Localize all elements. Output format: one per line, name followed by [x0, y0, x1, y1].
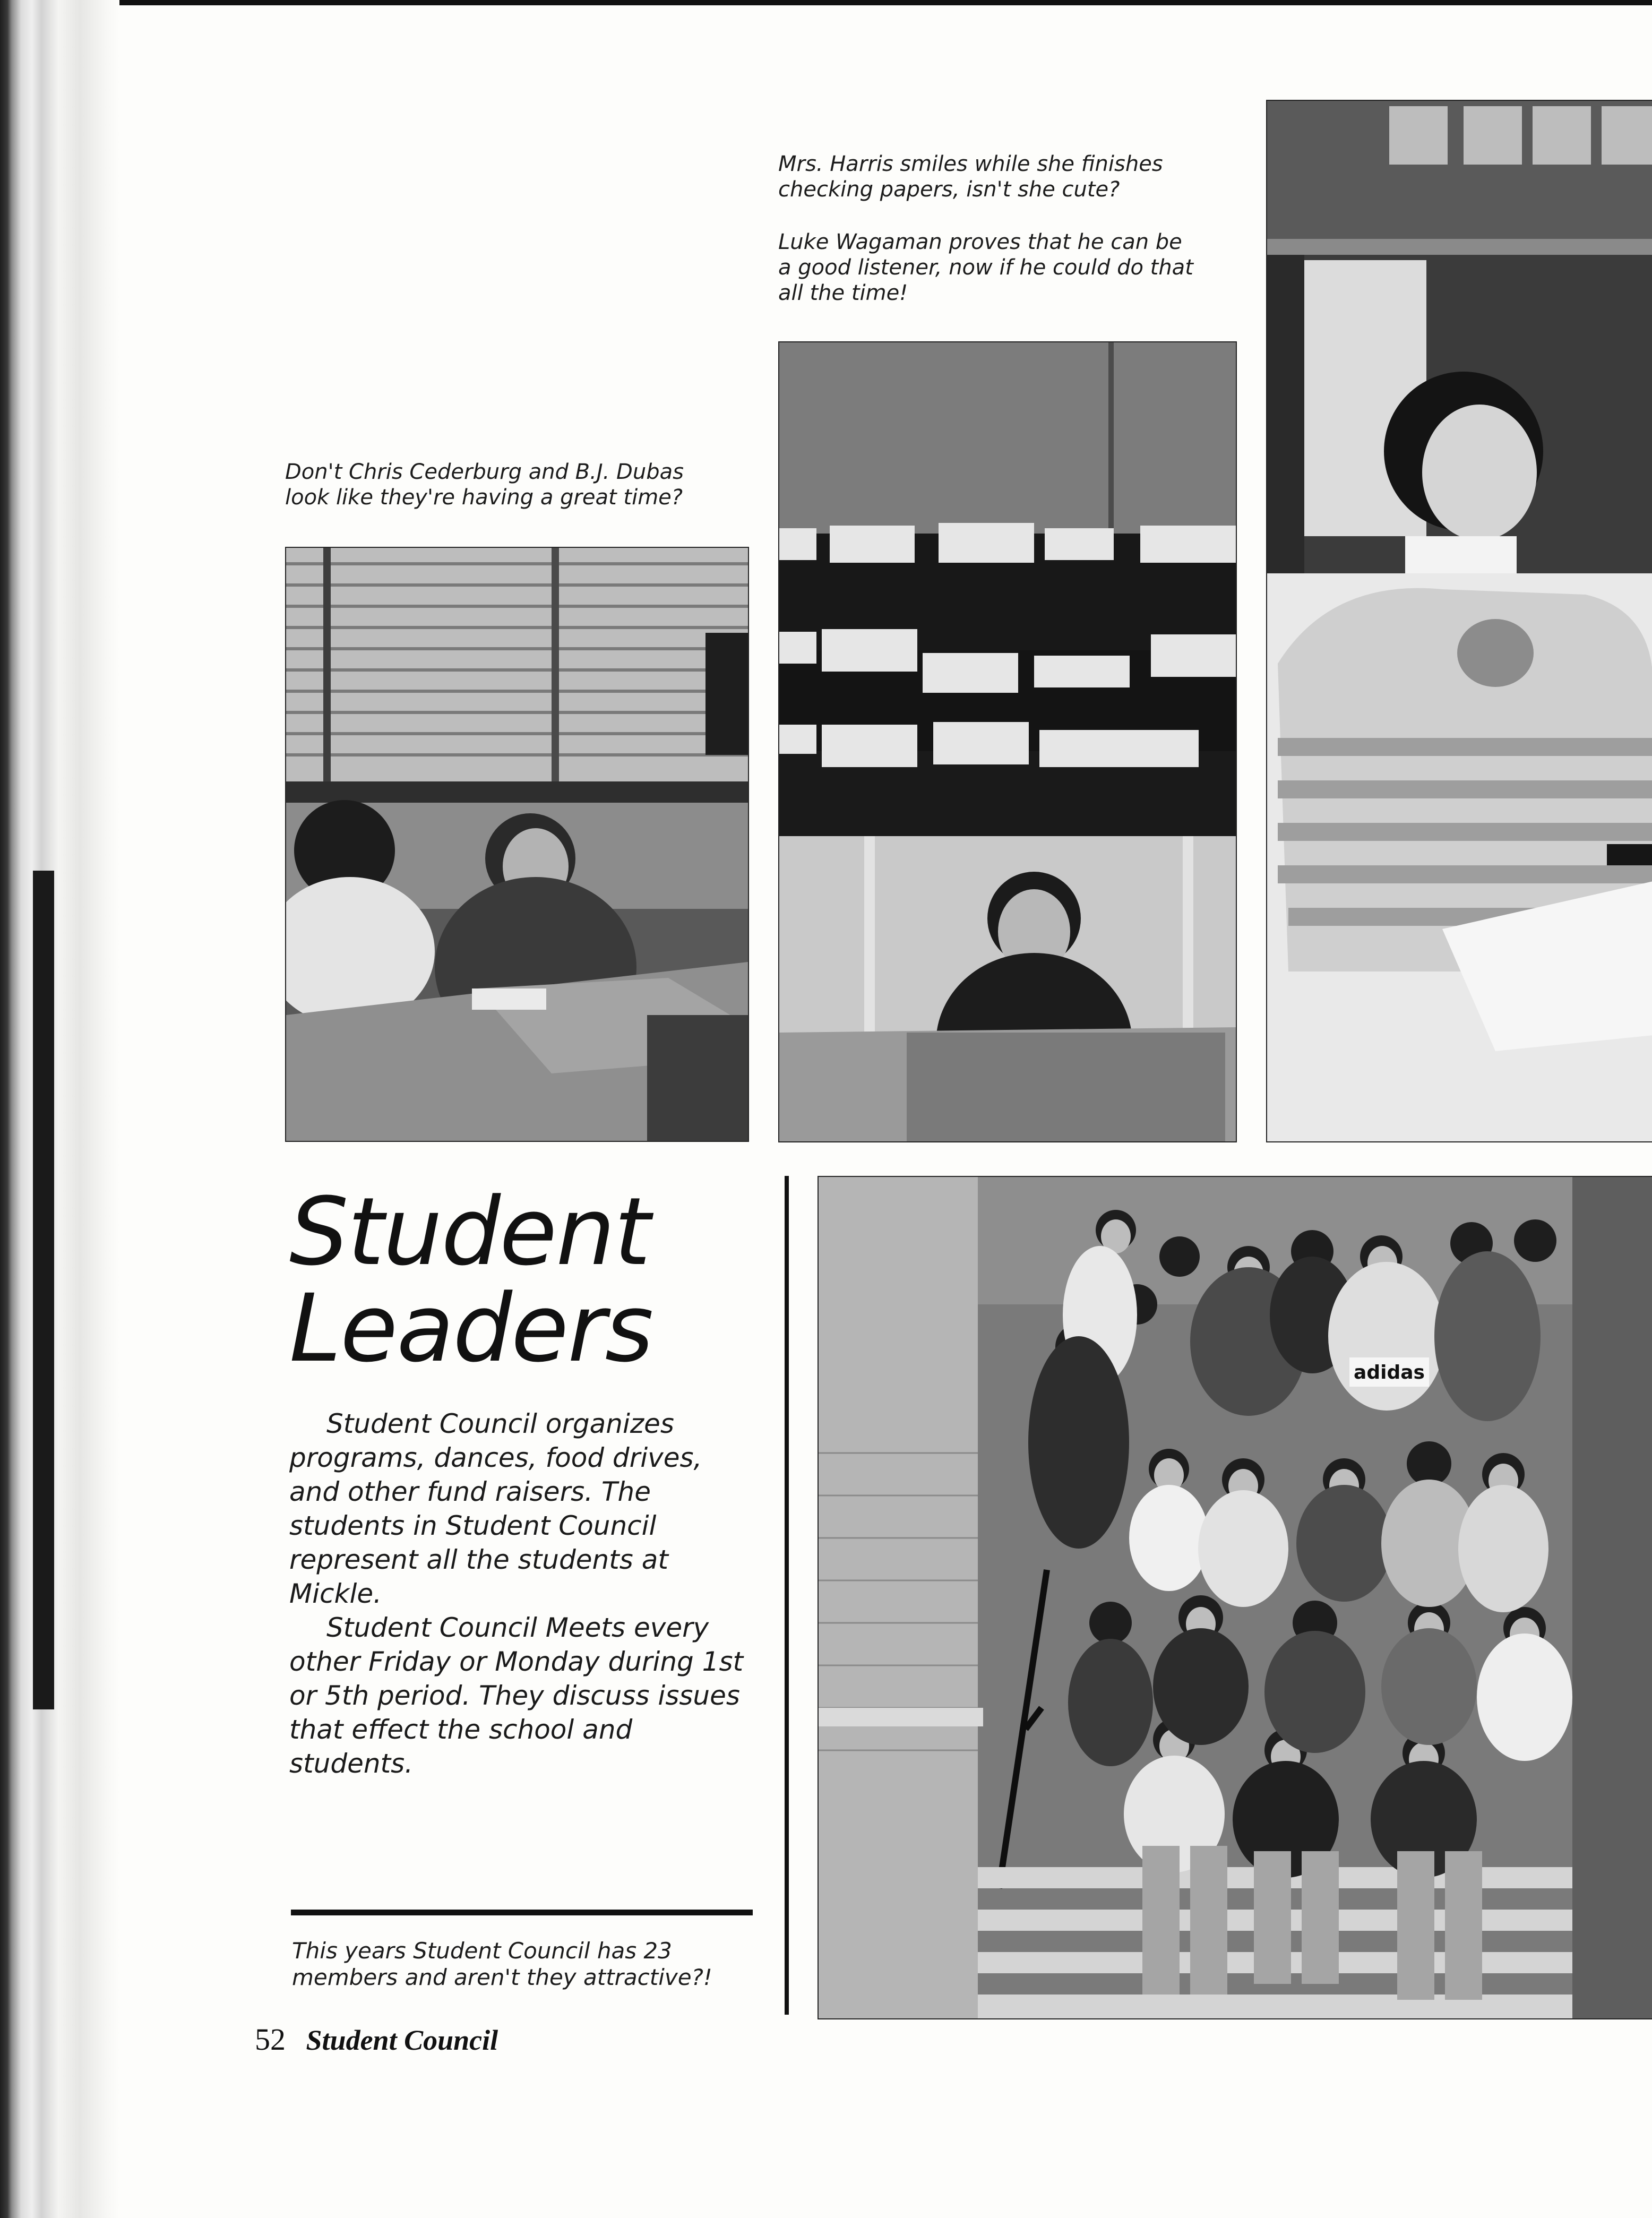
page-number: 52 — [255, 2022, 286, 2057]
horizontal-rule — [291, 1910, 753, 1915]
top-edge — [119, 0, 1652, 5]
book-binding — [0, 0, 119, 2218]
article-title: Student Leaders — [289, 1177, 653, 1383]
photo-mrs-harris — [1266, 100, 1652, 1142]
luke-wagaman-image — [779, 342, 1236, 1141]
binding-mark — [33, 871, 54, 1709]
students-at-desks-image — [286, 548, 748, 1141]
article-body — [289, 1407, 754, 1781]
caption-student-council-group: This years Student Council has 23 members and aren't they attractive?! — [292, 1938, 712, 1990]
student-council-group-image — [819, 1177, 1652, 2018]
sweatshirt-logo-text: adidas — [1354, 1362, 1425, 1383]
caption-cederburg-dubas: Don't Chris Cederburg and B.J. Dubas look like they're having a great time? — [285, 460, 684, 510]
photo-luke-wagaman — [778, 341, 1237, 1142]
section-name: Student Council — [306, 2024, 498, 2056]
mrs-harris-image — [1267, 101, 1652, 1141]
article-paragraph: Student Council Meets every other Friday or Monday during 1st or 5th period. They discuss issues that effect the school and students. — [289, 1612, 744, 1779]
article-paragraph: Student Council organizes programs, dances, food drives, and other fund raisers. The students in Student Council represent all the students at Mickle. — [289, 1408, 702, 1609]
caption-luke-wagaman: Luke Wagaman proves that he can be a good listener, now if he could do that all the time! — [778, 230, 1193, 305]
caption-mrs-harris: Mrs. Harris smiles while she finishes checking papers, isn't she cute? — [778, 152, 1163, 202]
photo-students-at-desks — [285, 547, 749, 1142]
vertical-rule — [785, 1176, 789, 2015]
page-folio — [255, 2022, 498, 2057]
photo-student-council-group — [818, 1176, 1652, 2019]
